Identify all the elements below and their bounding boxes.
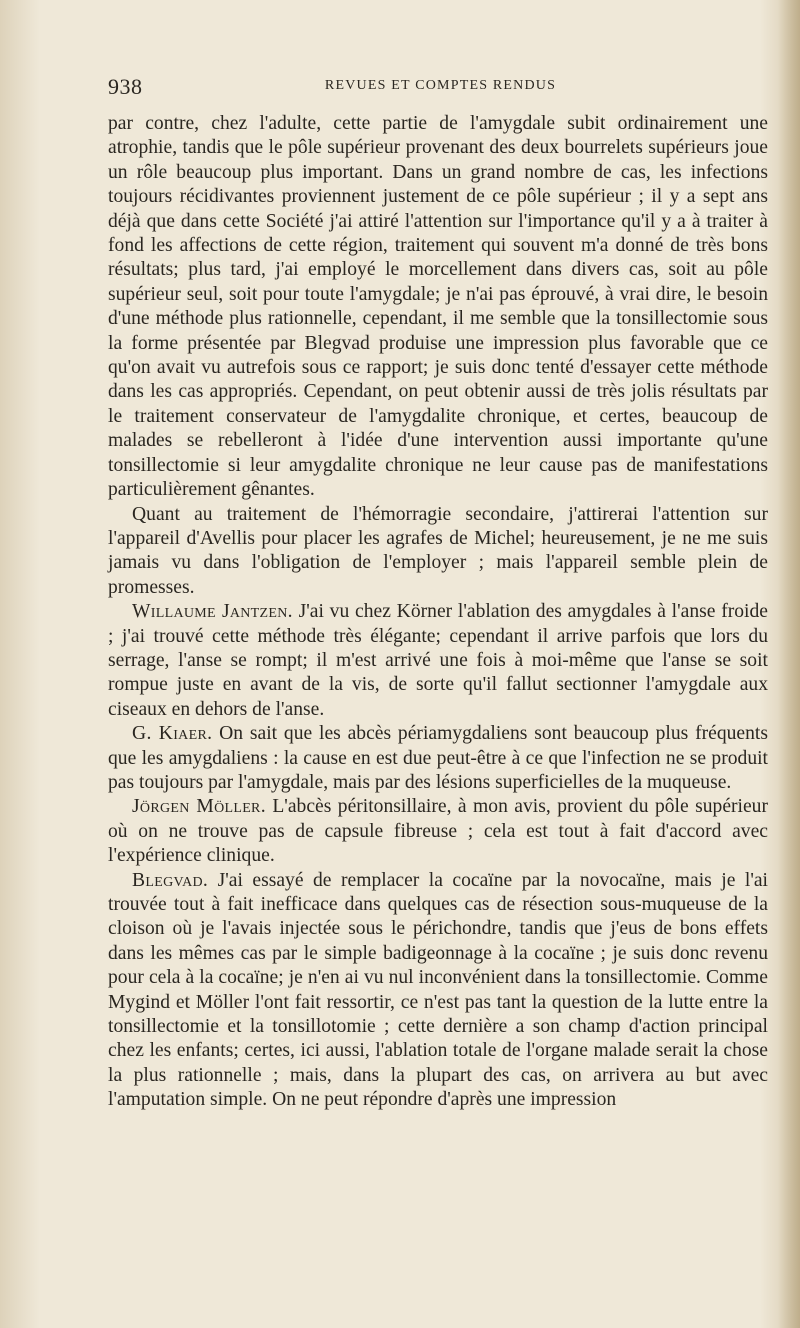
speaker-name: Willaume Jantzen.: [132, 601, 293, 623]
page-header: [108, 74, 773, 104]
paragraph-text: J'ai essayé de remplacer la cocaïne par la novocaïne, mais je l'ai trouvée tout à fait inefficace dans quelques cas de résection sous-muqueuse de la cloison où je l'avais injectée sous le périchondre, tandis que j'eus de bons effets dans les mêmes cas par le simple badigeonnage à la cocaïne ; je suis donc revenu pour cela à la cocaïne; je n'en ai vu nul inconvénient dans la tonsillectomie. Comme Mygind et Möller l'ont fait ressortir, ce n'est pas tant la question de la lutte entre la tonsillectomie et la tonsillotomie ; cette dernière a son champ d'action principal chez les enfants; certes, ici aussi, l'ablation totale de l'organe malade serait la chose la plus rationnelle ; mais, dans la plupart des cas, on arrivera au but avec l'amputation simple. On ne peut répondre d'après une impression: [108, 869, 768, 1111]
paragraph: [108, 795, 768, 868]
paragraph-text: par contre, chez l'adulte, cette partie de l'amygdale subit ordinairement une atrophie, tandis que le pôle supérieur provenant des deux bourrelets supérieurs joue un rôle beaucoup plus important. Dans un grand nombre de cas, les infections toujours récidivantes proviennent justement de ce pôle supérieur ; il y a sept ans déjà que dans cette Société j'ai attiré l'attention sur l'importance qu'il y a à traiter à fond les affections de cette région, traitement qui souvent m'a donné de très bons résultats; plus tard, j'ai employé le morcellement dans divers cas, soit au pôle supérieur seul, soit pour toute l'amygdale; je n'ai pas éprouvé, à vrai dire, le besoin d'une méthode plus rationnelle, cependant, il me semble que la tonsillectomie sous la forme présentée par Blegvad produise une impression plus favorable que ce qu'on avait vu autrefois sous ce rapport; je suis donc tenté d'essayer cette méthode dans les cas appropriés. Cependant, on peut obtenir aussi de très jolis résultats par le traitement conservateur de l'amygdalite chronique, et certes, beaucoup de malades se rebelleront à l'idée d'une intervention aussi importante qu'une tonsillectomie si leur amygdalite chronique ne leur cause pas de manifestations particulièrement gênantes.: [108, 113, 768, 501]
speaker-name: Blegvad.: [132, 869, 209, 891]
paragraph: [108, 112, 768, 503]
paragraph: [108, 869, 768, 1113]
speaker-name: G. Kiaer.: [132, 723, 213, 745]
paragraph-text: L'abcès péritonsillaire, à mon avis, provient du pôle supérieur où on ne trouve pas de capsule fibreuse ; cela est tout à fait d'accord avec l'expérience clinique.: [108, 796, 769, 867]
paragraph-text: On sait que les abcès périamygdaliens sont beaucoup plus fréquents que les amygdaliens : la cause en est due peut-être à ce que l'infection ne se produit pas toujours par l'amygdale, mais par des lésions superficielles de la muqueuse.: [108, 723, 768, 793]
speaker-name: Jörgen Möller.: [132, 796, 266, 818]
paragraph: [108, 600, 768, 722]
paragraph: [108, 503, 768, 601]
running-head: REVUES ET COMPTES RENDUS: [324, 78, 557, 93]
paragraph-text: Quant au traitement de l'hémorragie secondaire, j'attirerai l'attention sur l'appareil d'Avellis pour placer les agrafes de Michel; heureusement, je ne me suis jamais vu dans l'obligation de l'employer ; mais l'appareil semble plein de promesses.: [108, 503, 768, 598]
body-text: [108, 112, 768, 1113]
page-number: 938: [108, 74, 143, 99]
paragraph: [108, 722, 768, 795]
paragraph-text: J'ai vu chez Körner l'ablation des amygdales à l'anse froide ; j'ai trouvé cette méthode très élégante; cependant il arrive parfois que lors du serrage, l'anse se rompt; il m'est arrivé une fois à moi-même que l'anse se soit rompue juste en avant de la vis, de sorte qu'il fallut sectionner l'amygdale aux ciseaux en dehors de l'anse.: [108, 601, 768, 720]
